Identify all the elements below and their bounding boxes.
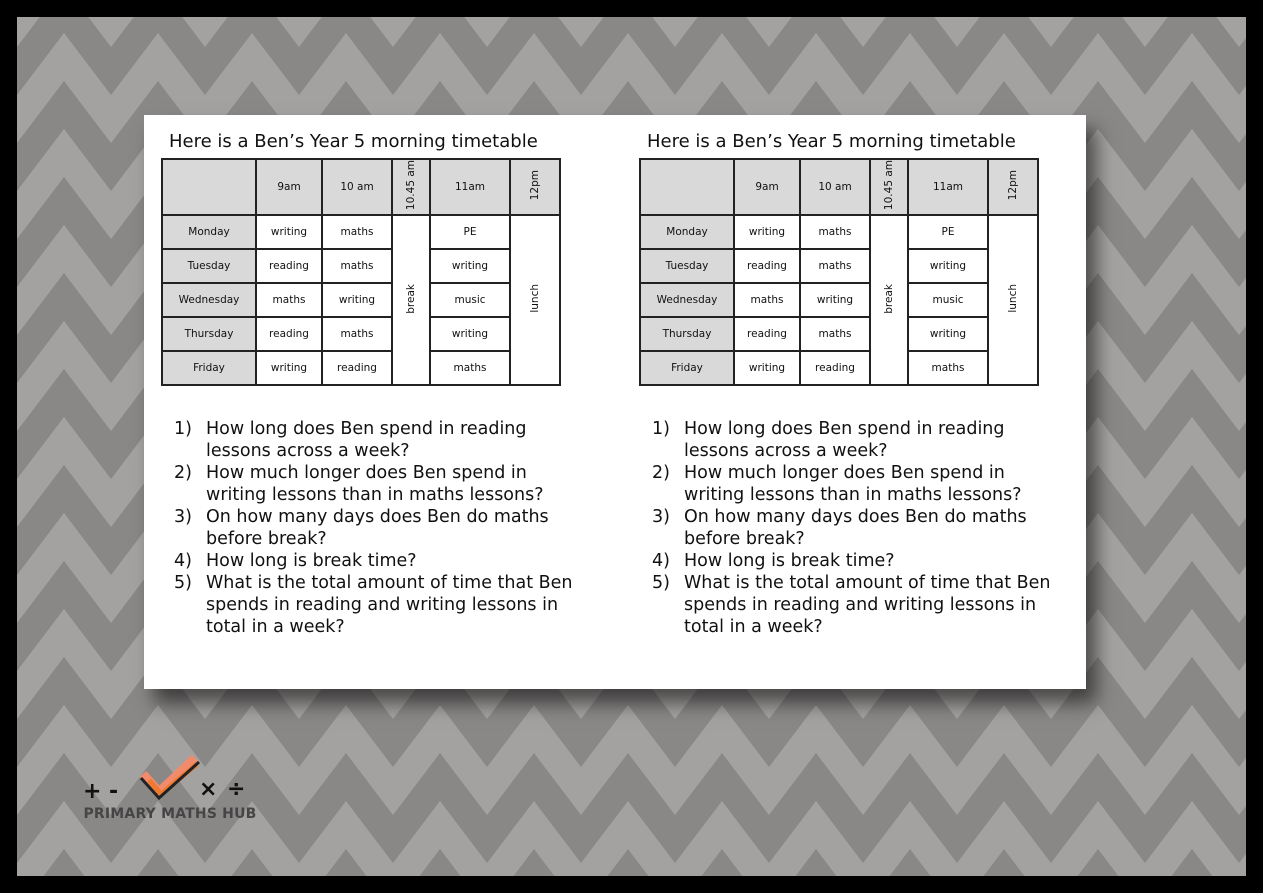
lesson-cell: writing bbox=[734, 215, 800, 249]
day-cell: Monday bbox=[162, 215, 256, 249]
lesson-cell: reading bbox=[256, 317, 322, 351]
question-list bbox=[652, 418, 1052, 638]
break-cell bbox=[870, 215, 908, 385]
lesson-cell: writing bbox=[908, 317, 988, 351]
lesson-cell: writing bbox=[430, 317, 510, 351]
slide-frame bbox=[17, 17, 1246, 876]
day-cell: Thursday bbox=[162, 317, 256, 351]
timetable-title: Here is a Ben’s Year 5 morning timetable bbox=[169, 131, 538, 152]
times-symbol: × bbox=[199, 777, 218, 802]
question-item bbox=[174, 462, 574, 506]
worksheet-card-left bbox=[144, 115, 615, 689]
header-12pm-label: 12pm bbox=[1006, 170, 1019, 201]
lesson-cell: maths bbox=[734, 283, 800, 317]
question-text: How long does Ben spend in reading lessons across a week? bbox=[684, 419, 1005, 461]
lesson-cell: maths bbox=[322, 317, 392, 351]
lesson-cell: maths bbox=[800, 317, 870, 351]
timetable-row bbox=[162, 317, 560, 351]
lesson-cell: maths bbox=[322, 215, 392, 249]
lesson-cell: writing bbox=[800, 283, 870, 317]
break-label: break bbox=[404, 283, 417, 314]
lesson-cell: maths bbox=[800, 215, 870, 249]
lunch-cell bbox=[510, 215, 560, 385]
question-item bbox=[174, 506, 574, 550]
question-item bbox=[174, 572, 574, 638]
timetable-row bbox=[162, 215, 560, 249]
lesson-cell: reading bbox=[256, 249, 322, 283]
timetable-row bbox=[162, 283, 560, 317]
timetable bbox=[639, 158, 1039, 386]
question-number: 2) bbox=[174, 463, 192, 483]
question-item bbox=[652, 506, 1052, 550]
question-text: What is the total amount of time that Ben spends in reading and writing lessons in total in a week? bbox=[684, 573, 1051, 637]
timetable-row bbox=[640, 351, 1038, 385]
divide-symbol: ÷ bbox=[227, 777, 246, 802]
lesson-cell: maths bbox=[908, 351, 988, 385]
question-text: How long is break time? bbox=[684, 551, 895, 571]
lesson-cell: writing bbox=[908, 249, 988, 283]
question-number: 2) bbox=[652, 463, 670, 483]
question-number: 4) bbox=[652, 551, 670, 571]
lesson-cell: maths bbox=[256, 283, 322, 317]
timetable-row bbox=[640, 283, 1038, 317]
header-11am: 11am bbox=[430, 159, 510, 215]
lesson-cell: reading bbox=[734, 317, 800, 351]
lesson-cell: PE bbox=[908, 215, 988, 249]
question-number: 1) bbox=[174, 419, 192, 439]
question-text: How much longer does Ben spend in writing lessons than in maths lessons? bbox=[206, 463, 544, 505]
day-cell: Wednesday bbox=[640, 283, 734, 317]
question-list bbox=[174, 418, 574, 638]
checkmark-icon bbox=[137, 752, 205, 802]
header-10am: 10 am bbox=[800, 159, 870, 215]
timetable-row bbox=[162, 351, 560, 385]
question-item bbox=[174, 550, 574, 572]
header-12pm bbox=[988, 159, 1038, 215]
lesson-cell: writing bbox=[430, 249, 510, 283]
header-9am: 9am bbox=[734, 159, 800, 215]
question-number: 1) bbox=[652, 419, 670, 439]
lunch-cell bbox=[988, 215, 1038, 385]
question-number: 3) bbox=[174, 507, 192, 527]
timetable-row bbox=[640, 317, 1038, 351]
break-cell bbox=[392, 215, 430, 385]
day-cell: Friday bbox=[640, 351, 734, 385]
question-text: What is the total amount of time that Ben spends in reading and writing lessons in total in a week? bbox=[206, 573, 573, 637]
header-10am: 10 am bbox=[322, 159, 392, 215]
timetable-row bbox=[640, 215, 1038, 249]
lesson-cell: maths bbox=[800, 249, 870, 283]
worksheet-card-right bbox=[622, 115, 1093, 689]
question-number: 5) bbox=[652, 573, 670, 593]
lunch-label: lunch bbox=[1006, 284, 1019, 313]
question-item bbox=[174, 418, 574, 462]
primary-maths-hub-logo bbox=[75, 752, 265, 827]
day-cell: Tuesday bbox=[162, 249, 256, 283]
lesson-cell: writing bbox=[256, 215, 322, 249]
header-12pm-label: 12pm bbox=[528, 170, 541, 201]
plus-symbol: + bbox=[83, 779, 102, 804]
question-text: How long is break time? bbox=[206, 551, 417, 571]
question-item bbox=[652, 418, 1052, 462]
question-number: 4) bbox=[174, 551, 192, 571]
lesson-cell: maths bbox=[430, 351, 510, 385]
question-text: How much longer does Ben spend in writing lessons than in maths lessons? bbox=[684, 463, 1022, 505]
header-1045am-label: 10.45 am bbox=[882, 160, 895, 211]
header-1045am bbox=[392, 159, 430, 215]
lesson-cell: maths bbox=[322, 249, 392, 283]
day-cell: Thursday bbox=[640, 317, 734, 351]
question-item bbox=[652, 462, 1052, 506]
day-cell: Monday bbox=[640, 215, 734, 249]
question-number: 5) bbox=[174, 573, 192, 593]
header-9am: 9am bbox=[256, 159, 322, 215]
timetable-row bbox=[162, 249, 560, 283]
question-text: How long does Ben spend in reading lessons across a week? bbox=[206, 419, 527, 461]
lesson-cell: music bbox=[430, 283, 510, 317]
question-number: 3) bbox=[652, 507, 670, 527]
header-1045am bbox=[870, 159, 908, 215]
question-item bbox=[652, 572, 1052, 638]
timetable-title: Here is a Ben’s Year 5 morning timetable bbox=[647, 131, 1016, 152]
lesson-cell: PE bbox=[430, 215, 510, 249]
header-corner bbox=[640, 159, 734, 215]
question-item bbox=[652, 550, 1052, 572]
lunch-label: lunch bbox=[528, 284, 541, 313]
question-text: On how many days does Ben do maths before break? bbox=[684, 507, 1027, 549]
header-1045am-label: 10.45 am bbox=[404, 160, 417, 211]
lesson-cell: reading bbox=[800, 351, 870, 385]
lesson-cell: writing bbox=[322, 283, 392, 317]
day-cell: Tuesday bbox=[640, 249, 734, 283]
logo-wordmark: PRIMARY MATHS HUB bbox=[83, 806, 257, 822]
day-cell: Friday bbox=[162, 351, 256, 385]
lesson-cell: reading bbox=[322, 351, 392, 385]
day-cell: Wednesday bbox=[162, 283, 256, 317]
lesson-cell: reading bbox=[734, 249, 800, 283]
timetable-row bbox=[640, 249, 1038, 283]
header-corner bbox=[162, 159, 256, 215]
lesson-cell: writing bbox=[734, 351, 800, 385]
header-12pm bbox=[510, 159, 560, 215]
question-text: On how many days does Ben do maths before break? bbox=[206, 507, 549, 549]
lesson-cell: writing bbox=[256, 351, 322, 385]
timetable bbox=[161, 158, 561, 386]
break-label: break bbox=[882, 283, 895, 314]
header-11am: 11am bbox=[908, 159, 988, 215]
minus-symbol: - bbox=[109, 779, 119, 804]
lesson-cell: music bbox=[908, 283, 988, 317]
worksheet-sheet bbox=[144, 115, 1086, 689]
